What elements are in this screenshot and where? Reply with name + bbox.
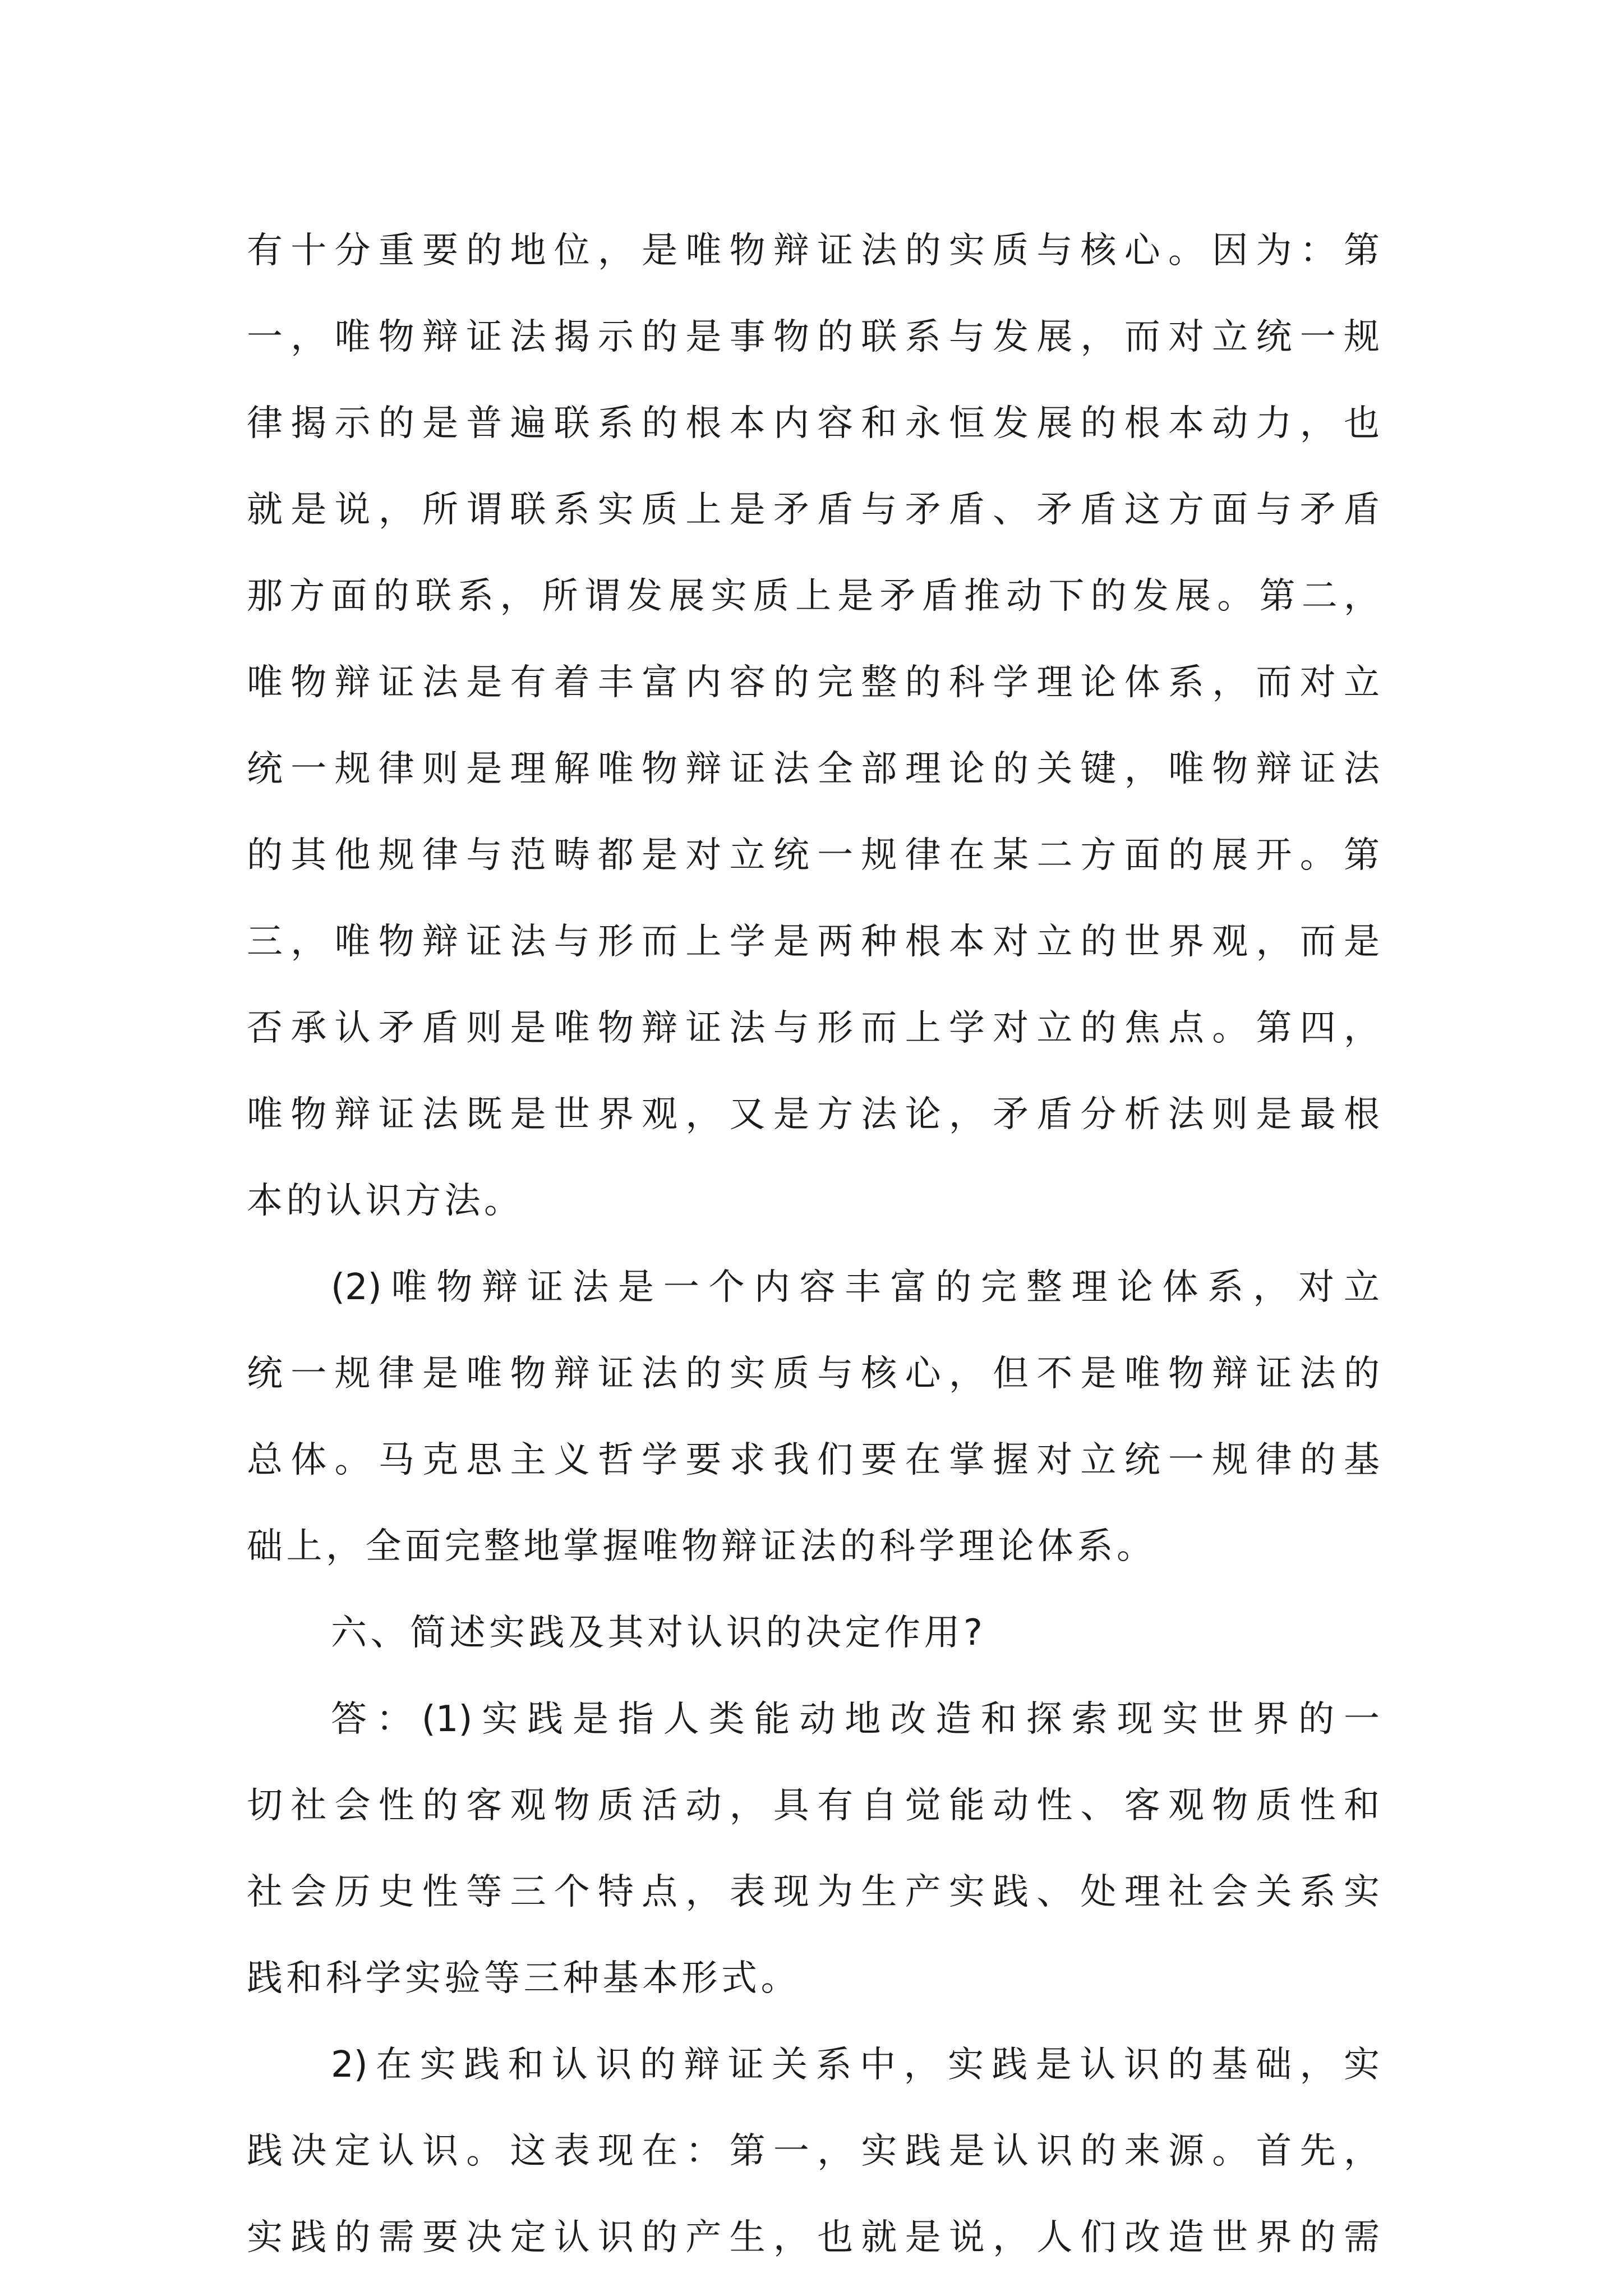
text-line: 践和科学实验等三种基本形式。 bbox=[247, 1958, 800, 1999]
text-line: 六、简述实践及其对认识的决定作用? bbox=[331, 1612, 986, 1654]
text-line: 统一规律是唯物辩证法的实质与核心，但不是唯物辩证法的 bbox=[247, 1353, 1380, 1395]
text-line: 实践的需要决定认识的产生，也就是说，人们改造世界的需 bbox=[247, 2217, 1380, 2258]
text-line: 三，唯物辩证法与形而上学是两种根本对立的世界观，而是 bbox=[247, 921, 1380, 963]
text-line: 答：(1)实践是指人类能动地改造和探索现实世界的一 bbox=[331, 1699, 1380, 1740]
body-text bbox=[247, 208, 1380, 2281]
text-line: 统一规律则是理解唯物辩证法全部理论的关键，唯物辩证法 bbox=[247, 748, 1380, 790]
text-line: 否承认矛盾则是唯物辩证法与形而上学对立的焦点。第四， bbox=[247, 1007, 1380, 1049]
text-line: 础上，全面完整地掌握唯物辩证法的科学理论体系。 bbox=[247, 1526, 1156, 1567]
text-line: 切社会性的客观物质活动，具有自觉能动性、客观物质性和 bbox=[247, 1785, 1380, 1826]
text-line: 有十分重要的地位，是唯物辩证法的实质与核心。因为：第 bbox=[247, 230, 1380, 272]
text-line: 本的认识方法。 bbox=[247, 1180, 524, 1222]
text-line: 唯物辩证法是有着丰富内容的完整的科学理论体系，而对立 bbox=[247, 662, 1380, 703]
text-line: 唯物辩证法既是世界观，又是方法论，矛盾分析法则是最根 bbox=[247, 1094, 1380, 1135]
text-line: (2)唯物辩证法是一个内容丰富的完整理论体系，对立 bbox=[331, 1267, 1380, 1308]
text-line: 的其他规律与范畴都是对立统一规律在某二方面的展开。第 bbox=[247, 835, 1380, 876]
text-line: 践决定认识。这表现在：第一，实践是认识的来源。首先， bbox=[247, 2131, 1380, 2172]
text-line: 那方面的联系，所谓发展实质上是矛盾推动下的发展。第二， bbox=[247, 576, 1380, 617]
text-line: 2)在实践和认识的辩证关系中，实践是认识的基础，实 bbox=[331, 2044, 1380, 2086]
text-line: 律揭示的是普遍联系的根本内容和永恒发展的根本动力，也 bbox=[247, 403, 1380, 444]
text-line: 总体。马克思主义哲学要求我们要在掌握对立统一规律的基 bbox=[247, 1439, 1380, 1481]
text-line: 就是说，所谓联系实质上是矛盾与矛盾、矛盾这方面与矛盾 bbox=[247, 489, 1380, 531]
text-line: 一，唯物辩证法揭示的是事物的联系与发展，而对立统一规 bbox=[247, 316, 1380, 358]
text-line: 社会历史性等三个特点，表现为生产实践、处理社会关系实 bbox=[247, 1871, 1380, 1913]
